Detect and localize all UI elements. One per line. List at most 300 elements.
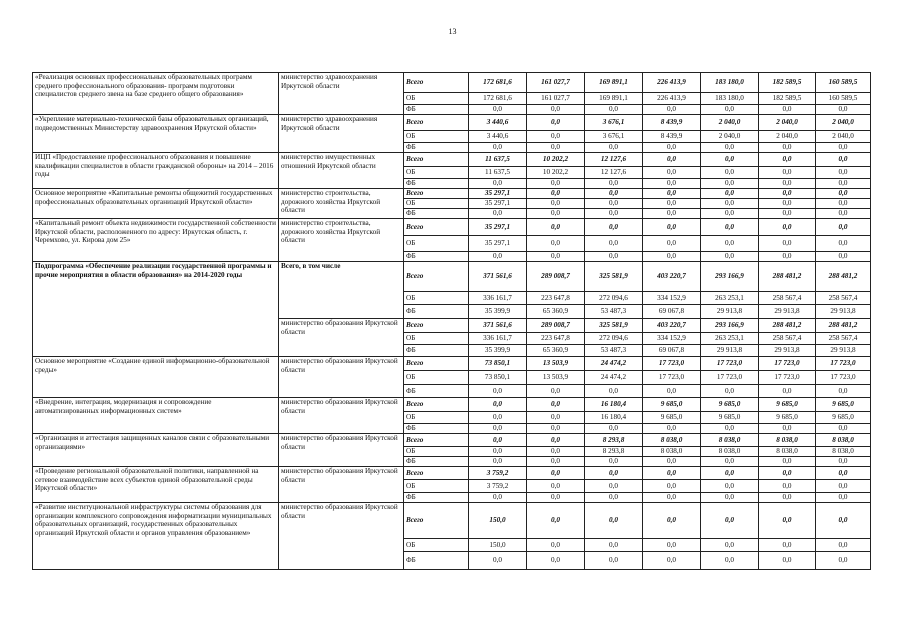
funding-source-cell: ФБ — [404, 209, 469, 219]
value-cell: 403 220,7 — [643, 262, 701, 292]
value-cell: 0,0 — [816, 552, 871, 570]
value-cell: 12 127,6 — [585, 167, 643, 179]
value-cell: 0,0 — [816, 236, 871, 252]
value-cell: 0,0 — [585, 480, 643, 493]
value-cell: 29 913,8 — [759, 305, 816, 319]
funding-source-cell: Всего — [404, 219, 469, 236]
value-cell: 8 038,0 — [816, 447, 871, 457]
value-cell: 263 253,1 — [701, 292, 759, 305]
value-cell: 11 637,5 — [469, 153, 527, 167]
measure-name-cell: «Развитие институциональной инфраструктуры системы образования для организации комплексного сопровождения информатизации муниципальных образовательных организаций, государственных образовательных организаций Иркутской области и органов управления образованием» — [33, 503, 279, 570]
measure-name-cell: «Реализация основных профессиональных образовательных программ среднего профессионального образования- программ подготовки специалистов среднего звена на базе среднего общего образования» — [33, 73, 279, 115]
funding-source-cell: ФБ — [404, 493, 469, 503]
value-cell: 403 220,7 — [643, 319, 701, 333]
value-cell: 0,0 — [527, 236, 585, 252]
value-cell: 17 723,0 — [701, 357, 759, 371]
value-cell: 0,0 — [816, 179, 871, 189]
value-cell: 9 685,0 — [701, 398, 759, 412]
value-cell: 0,0 — [759, 424, 816, 434]
value-cell: 0,0 — [643, 493, 701, 503]
value-cell: 3 676,1 — [585, 115, 643, 131]
table-row — [33, 503, 871, 539]
value-cell: 0,0 — [759, 189, 816, 199]
value-cell: 10 202,2 — [527, 153, 585, 167]
measure-name-cell: «Укрепление материально-технической базы образовательных организаций, подведомственных Министерству здравоохранения Иркутской области» — [33, 115, 279, 153]
value-cell: 9 685,0 — [759, 398, 816, 412]
value-cell: 0,0 — [701, 105, 759, 115]
value-cell: 2 040,0 — [701, 115, 759, 131]
value-cell: 288 481,2 — [759, 262, 816, 292]
value-cell: 0,0 — [527, 189, 585, 199]
value-cell: 2 040,0 — [759, 115, 816, 131]
executor-cell: министерство образования Иркутской области — [279, 319, 404, 357]
value-cell: 0,0 — [759, 179, 816, 189]
table-row — [33, 434, 871, 447]
funding-source-cell: ОБ — [404, 93, 469, 105]
value-cell: 293 166,9 — [701, 262, 759, 292]
funding-source-cell: Всего — [404, 73, 469, 93]
executor-cell: министерство образования Иркутской области — [279, 467, 404, 503]
table-row — [33, 357, 871, 371]
executor-cell: министерство строительства, дорожного хозяйства Иркутской области — [279, 219, 404, 262]
value-cell: 17 723,0 — [759, 357, 816, 371]
value-cell: 0,0 — [585, 552, 643, 570]
value-cell: 183 180,0 — [701, 73, 759, 93]
value-cell: 2 040,0 — [816, 115, 871, 131]
value-cell: 334 152,9 — [643, 333, 701, 345]
value-cell: 0,0 — [643, 539, 701, 552]
value-cell: 9 685,0 — [816, 412, 871, 424]
value-cell: 0,0 — [701, 480, 759, 493]
value-cell: 8 293,8 — [585, 447, 643, 457]
funding-source-cell: ФБ — [404, 457, 469, 467]
funding-source-cell: Всего — [404, 467, 469, 480]
value-cell: 0,0 — [527, 179, 585, 189]
value-cell: 293 166,9 — [701, 319, 759, 333]
value-cell: 0,0 — [527, 412, 585, 424]
value-cell: 0,0 — [759, 199, 816, 209]
funding-source-cell: ОБ — [404, 412, 469, 424]
value-cell: 0,0 — [759, 480, 816, 493]
value-cell: 0,0 — [527, 105, 585, 115]
table-row — [33, 73, 871, 93]
value-cell: 0,0 — [527, 552, 585, 570]
value-cell: 258 567,4 — [759, 333, 816, 345]
value-cell: 0,0 — [585, 179, 643, 189]
funding-source-cell: Всего — [404, 398, 469, 412]
value-cell: 0,0 — [816, 385, 871, 398]
value-cell: 223 647,8 — [527, 333, 585, 345]
value-cell: 0,0 — [816, 480, 871, 493]
value-cell: 0,0 — [469, 457, 527, 467]
funding-source-cell: ФБ — [404, 552, 469, 570]
value-cell: 0,0 — [816, 493, 871, 503]
value-cell: 0,0 — [643, 219, 701, 236]
value-cell: 35 297,1 — [469, 199, 527, 209]
value-cell: 0,0 — [759, 236, 816, 252]
value-cell: 336 161,7 — [469, 333, 527, 345]
table-row — [33, 115, 871, 131]
value-cell: 0,0 — [701, 424, 759, 434]
value-cell: 0,0 — [759, 539, 816, 552]
value-cell: 29 913,8 — [816, 345, 871, 357]
executor-cell: министерство образования Иркутской области — [279, 398, 404, 434]
value-cell: 16 180,4 — [585, 398, 643, 412]
value-cell: 169 891,1 — [585, 93, 643, 105]
value-cell: 9 685,0 — [643, 398, 701, 412]
value-cell: 0,0 — [643, 457, 701, 467]
value-cell: 16 180,4 — [585, 412, 643, 424]
value-cell: 69 067,8 — [643, 345, 701, 357]
value-cell: 161 027,7 — [527, 93, 585, 105]
value-cell: 0,0 — [585, 503, 643, 539]
value-cell: 0,0 — [701, 143, 759, 153]
funding-source-cell: Всего — [404, 319, 469, 333]
value-cell: 0,0 — [643, 503, 701, 539]
value-cell: 0,0 — [643, 105, 701, 115]
value-cell: 3 440,6 — [469, 131, 527, 143]
table-row — [33, 219, 871, 236]
value-cell: 325 581,9 — [585, 262, 643, 292]
value-cell: 0,0 — [759, 552, 816, 570]
value-cell: 288 481,2 — [816, 262, 871, 292]
value-cell: 288 481,2 — [759, 319, 816, 333]
executor-cell: министерство здравоохранения Иркутской области — [279, 73, 404, 115]
value-cell: 0,0 — [643, 189, 701, 199]
value-cell: 0,0 — [469, 105, 527, 115]
measure-name-cell: Подпрограмма «Обеспечение реализации государственной программы и прочие мероприятия в области образования» на 2014-2020 годы — [33, 262, 279, 357]
value-cell: 29 913,8 — [759, 345, 816, 357]
executor-cell: министерство здравоохранения Иркутской области — [279, 115, 404, 153]
value-cell: 13 503,9 — [527, 357, 585, 371]
value-cell: 223 647,8 — [527, 292, 585, 305]
funding-source-cell: Всего — [404, 503, 469, 539]
value-cell: 0,0 — [585, 189, 643, 199]
measure-name-cell: ИЦП «Предоставление профессионального образования и повышение квалификации специалистов в области гражданской обороны» на 2014 – 2016 годы — [33, 153, 279, 189]
value-cell: 0,0 — [643, 143, 701, 153]
table-row — [33, 398, 871, 412]
value-cell: 73 850,1 — [469, 357, 527, 371]
value-cell: 0,0 — [759, 209, 816, 219]
funding-table — [32, 72, 871, 570]
value-cell: 371 561,6 — [469, 262, 527, 292]
value-cell: 0,0 — [759, 503, 816, 539]
value-cell: 0,0 — [759, 153, 816, 167]
value-cell: 0,0 — [816, 457, 871, 467]
funding-source-cell: ОБ — [404, 131, 469, 143]
value-cell: 0,0 — [585, 236, 643, 252]
value-cell: 0,0 — [701, 457, 759, 467]
value-cell: 9 685,0 — [643, 412, 701, 424]
value-cell: 0,0 — [527, 467, 585, 480]
funding-source-cell: ФБ — [404, 179, 469, 189]
value-cell: 0,0 — [469, 398, 527, 412]
funding-source-cell: ОБ — [404, 292, 469, 305]
value-cell: 0,0 — [816, 539, 871, 552]
value-cell: 0,0 — [816, 467, 871, 480]
value-cell: 289 008,7 — [527, 262, 585, 292]
value-cell: 13 503,9 — [527, 371, 585, 385]
funding-source-cell: ОБ — [404, 371, 469, 385]
value-cell: 0,0 — [816, 143, 871, 153]
value-cell: 0,0 — [527, 398, 585, 412]
value-cell: 0,0 — [759, 457, 816, 467]
value-cell: 0,0 — [585, 209, 643, 219]
table-row — [33, 467, 871, 480]
funding-source-cell: ОБ — [404, 539, 469, 552]
value-cell: 0,0 — [527, 503, 585, 539]
value-cell: 53 487,3 — [585, 345, 643, 357]
value-cell: 150,0 — [469, 503, 527, 539]
value-cell: 160 589,5 — [816, 93, 871, 105]
value-cell: 17 723,0 — [643, 371, 701, 385]
value-cell: 334 152,9 — [643, 292, 701, 305]
value-cell: 0,0 — [759, 493, 816, 503]
value-cell: 0,0 — [759, 385, 816, 398]
value-cell: 226 413,9 — [643, 73, 701, 93]
value-cell: 53 487,3 — [585, 305, 643, 319]
value-cell: 258 567,4 — [759, 292, 816, 305]
value-cell: 0,0 — [643, 385, 701, 398]
value-cell: 69 067,8 — [643, 305, 701, 319]
funding-source-cell: ФБ — [404, 424, 469, 434]
funding-source-cell: ОБ — [404, 480, 469, 493]
funding-source-cell: ФБ — [404, 105, 469, 115]
value-cell: 65 360,9 — [527, 305, 585, 319]
value-cell: 17 723,0 — [701, 371, 759, 385]
value-cell: 0,0 — [759, 219, 816, 236]
value-cell: 35 399,9 — [469, 305, 527, 319]
value-cell: 0,0 — [643, 179, 701, 189]
value-cell: 0,0 — [701, 179, 759, 189]
value-cell: 29 913,8 — [701, 345, 759, 357]
executor-cell: Всего, в том числе — [279, 262, 404, 319]
value-cell: 2 040,0 — [759, 131, 816, 143]
funding-source-cell: ОБ — [404, 199, 469, 209]
funding-source-cell: ФБ — [404, 143, 469, 153]
measure-name-cell: «Организация и аттестация защищенных каналов связи с образовательными организациями» — [33, 434, 279, 467]
value-cell: 0,0 — [469, 252, 527, 262]
value-cell: 8 293,8 — [585, 434, 643, 447]
value-cell: 0,0 — [701, 153, 759, 167]
funding-source-cell: ФБ — [404, 385, 469, 398]
value-cell: 17 723,0 — [816, 371, 871, 385]
value-cell: 3 759,2 — [469, 467, 527, 480]
value-cell: 11 637,5 — [469, 167, 527, 179]
funding-source-cell: ОБ — [404, 236, 469, 252]
executor-cell: министерство имущественных отношений Иркутской области — [279, 153, 404, 189]
value-cell: 0,0 — [816, 252, 871, 262]
value-cell: 0,0 — [643, 153, 701, 167]
value-cell: 0,0 — [643, 167, 701, 179]
funding-source-cell: ФБ — [404, 345, 469, 357]
executor-cell: министерство строительства, дорожного хозяйства Иркутской области — [279, 189, 404, 219]
value-cell: 0,0 — [701, 252, 759, 262]
value-cell: 169 891,1 — [585, 73, 643, 93]
table-row — [33, 262, 871, 292]
value-cell: 0,0 — [469, 143, 527, 153]
value-cell: 0,0 — [585, 219, 643, 236]
value-cell: 0,0 — [469, 179, 527, 189]
funding-source-cell: ФБ — [404, 252, 469, 262]
value-cell: 0,0 — [527, 115, 585, 131]
value-cell: 0,0 — [701, 467, 759, 480]
value-cell: 24 474,2 — [585, 371, 643, 385]
value-cell: 3 759,2 — [469, 480, 527, 493]
value-cell: 9 685,0 — [759, 412, 816, 424]
value-cell: 8 038,0 — [759, 434, 816, 447]
value-cell: 0,0 — [643, 199, 701, 209]
value-cell: 0,0 — [759, 167, 816, 179]
funding-source-cell: Всего — [404, 189, 469, 199]
value-cell: 0,0 — [585, 539, 643, 552]
value-cell: 17 723,0 — [816, 357, 871, 371]
value-cell: 272 094,6 — [585, 333, 643, 345]
value-cell: 0,0 — [527, 143, 585, 153]
value-cell: 0,0 — [469, 424, 527, 434]
value-cell: 0,0 — [643, 424, 701, 434]
value-cell: 150,0 — [469, 539, 527, 552]
value-cell: 0,0 — [816, 153, 871, 167]
value-cell: 0,0 — [643, 252, 701, 262]
value-cell: 0,0 — [701, 199, 759, 209]
executor-cell: министерство образования Иркутской области — [279, 434, 404, 467]
measure-name-cell: «Капитальный ремонт объекта недвижимости государственной собственности Иркутской области, расположенного по адресу: Иркутская область, г. Черемхово, ул. Кирова дом 25» — [33, 219, 279, 262]
value-cell: 24 474,2 — [585, 357, 643, 371]
measure-name-cell: «Проведение региональной образовательной политики, направленной на сетевое взаимодействие всех субъектов единой образовательной среды Иркутской области» — [33, 467, 279, 503]
funding-source-cell: ОБ — [404, 333, 469, 345]
value-cell: 17 723,0 — [643, 357, 701, 371]
value-cell: 0,0 — [527, 252, 585, 262]
value-cell: 0,0 — [469, 209, 527, 219]
value-cell: 172 681,6 — [469, 73, 527, 93]
value-cell: 0,0 — [701, 503, 759, 539]
value-cell: 2 040,0 — [816, 131, 871, 143]
value-cell: 0,0 — [643, 552, 701, 570]
table-row — [33, 153, 871, 167]
value-cell: 9 685,0 — [701, 412, 759, 424]
value-cell: 0,0 — [816, 503, 871, 539]
table-row — [33, 189, 871, 199]
value-cell: 8 038,0 — [759, 447, 816, 457]
value-cell: 0,0 — [469, 447, 527, 457]
value-cell: 226 413,9 — [643, 93, 701, 105]
value-cell: 0,0 — [759, 467, 816, 480]
value-cell: 35 297,1 — [469, 189, 527, 199]
value-cell: 0,0 — [469, 493, 527, 503]
value-cell: 8 038,0 — [701, 434, 759, 447]
value-cell: 0,0 — [527, 131, 585, 143]
value-cell: 0,0 — [759, 143, 816, 153]
value-cell: 0,0 — [527, 385, 585, 398]
funding-source-cell: Всего — [404, 434, 469, 447]
value-cell: 0,0 — [701, 493, 759, 503]
value-cell: 0,0 — [759, 252, 816, 262]
value-cell: 8 439,9 — [643, 115, 701, 131]
value-cell: 0,0 — [816, 219, 871, 236]
value-cell: 0,0 — [643, 209, 701, 219]
measure-name-cell: Основное мероприятие «Капитальные ремонты общежитий государственных профессиональных образовательных организаций Иркутской области» — [33, 189, 279, 219]
value-cell: 182 589,5 — [759, 93, 816, 105]
value-cell: 0,0 — [701, 167, 759, 179]
value-cell: 0,0 — [527, 209, 585, 219]
value-cell: 0,0 — [585, 467, 643, 480]
value-cell: 0,0 — [585, 143, 643, 153]
value-cell: 0,0 — [469, 385, 527, 398]
value-cell: 35 297,1 — [469, 219, 527, 236]
value-cell: 0,0 — [527, 199, 585, 209]
value-cell: 0,0 — [469, 552, 527, 570]
value-cell: 8 038,0 — [643, 434, 701, 447]
funding-source-cell: ОБ — [404, 167, 469, 179]
measure-name-cell: «Внедрение, интеграция, модернизация и сопровождение автоматизированных информационных систем» — [33, 398, 279, 434]
value-cell: 0,0 — [701, 209, 759, 219]
value-cell: 17 723,0 — [759, 371, 816, 385]
value-cell: 0,0 — [585, 385, 643, 398]
value-cell: 258 567,4 — [816, 292, 871, 305]
value-cell: 0,0 — [585, 252, 643, 262]
value-cell: 8 439,9 — [643, 131, 701, 143]
page-number: 13 — [448, 27, 457, 36]
value-cell: 0,0 — [643, 467, 701, 480]
value-cell: 0,0 — [701, 539, 759, 552]
value-cell: 0,0 — [527, 434, 585, 447]
value-cell: 183 180,0 — [701, 93, 759, 105]
measure-name-cell: Основное мероприятие «Создание единой информационно-образовательной среды» — [33, 357, 279, 398]
value-cell: 0,0 — [527, 480, 585, 493]
value-cell: 0,0 — [759, 105, 816, 115]
value-cell: 35 399,9 — [469, 345, 527, 357]
value-cell: 0,0 — [585, 105, 643, 115]
funding-source-cell: Всего — [404, 357, 469, 371]
value-cell: 0,0 — [527, 457, 585, 467]
funding-source-cell: Всего — [404, 115, 469, 131]
value-cell: 73 850,1 — [469, 371, 527, 385]
value-cell: 0,0 — [701, 552, 759, 570]
value-cell: 0,0 — [816, 167, 871, 179]
value-cell: 0,0 — [527, 424, 585, 434]
value-cell: 0,0 — [527, 219, 585, 236]
value-cell: 0,0 — [816, 424, 871, 434]
value-cell: 35 297,1 — [469, 236, 527, 252]
value-cell: 0,0 — [527, 493, 585, 503]
value-cell: 0,0 — [469, 412, 527, 424]
value-cell: 3 676,1 — [585, 131, 643, 143]
value-cell: 0,0 — [585, 493, 643, 503]
value-cell: 29 913,8 — [701, 305, 759, 319]
funding-source-cell: Всего — [404, 153, 469, 167]
value-cell: 3 440,6 — [469, 115, 527, 131]
value-cell: 371 561,6 — [469, 319, 527, 333]
value-cell: 272 094,6 — [585, 292, 643, 305]
value-cell: 0,0 — [643, 236, 701, 252]
value-cell: 0,0 — [816, 105, 871, 115]
executor-cell: министерство образования Иркутской области — [279, 503, 404, 570]
funding-source-cell: ОБ — [404, 447, 469, 457]
value-cell: 0,0 — [816, 189, 871, 199]
value-cell: 336 161,7 — [469, 292, 527, 305]
value-cell: 325 581,9 — [585, 319, 643, 333]
value-cell: 29 913,8 — [816, 305, 871, 319]
funding-source-cell: ФБ — [404, 305, 469, 319]
value-cell: 160 589,5 — [816, 73, 871, 93]
value-cell: 0,0 — [585, 457, 643, 467]
value-cell: 0,0 — [701, 189, 759, 199]
value-cell: 10 202,2 — [527, 167, 585, 179]
value-cell: 9 685,0 — [816, 398, 871, 412]
funding-source-cell: Всего — [404, 262, 469, 292]
executor-cell: министерство образования Иркутской области — [279, 357, 404, 398]
